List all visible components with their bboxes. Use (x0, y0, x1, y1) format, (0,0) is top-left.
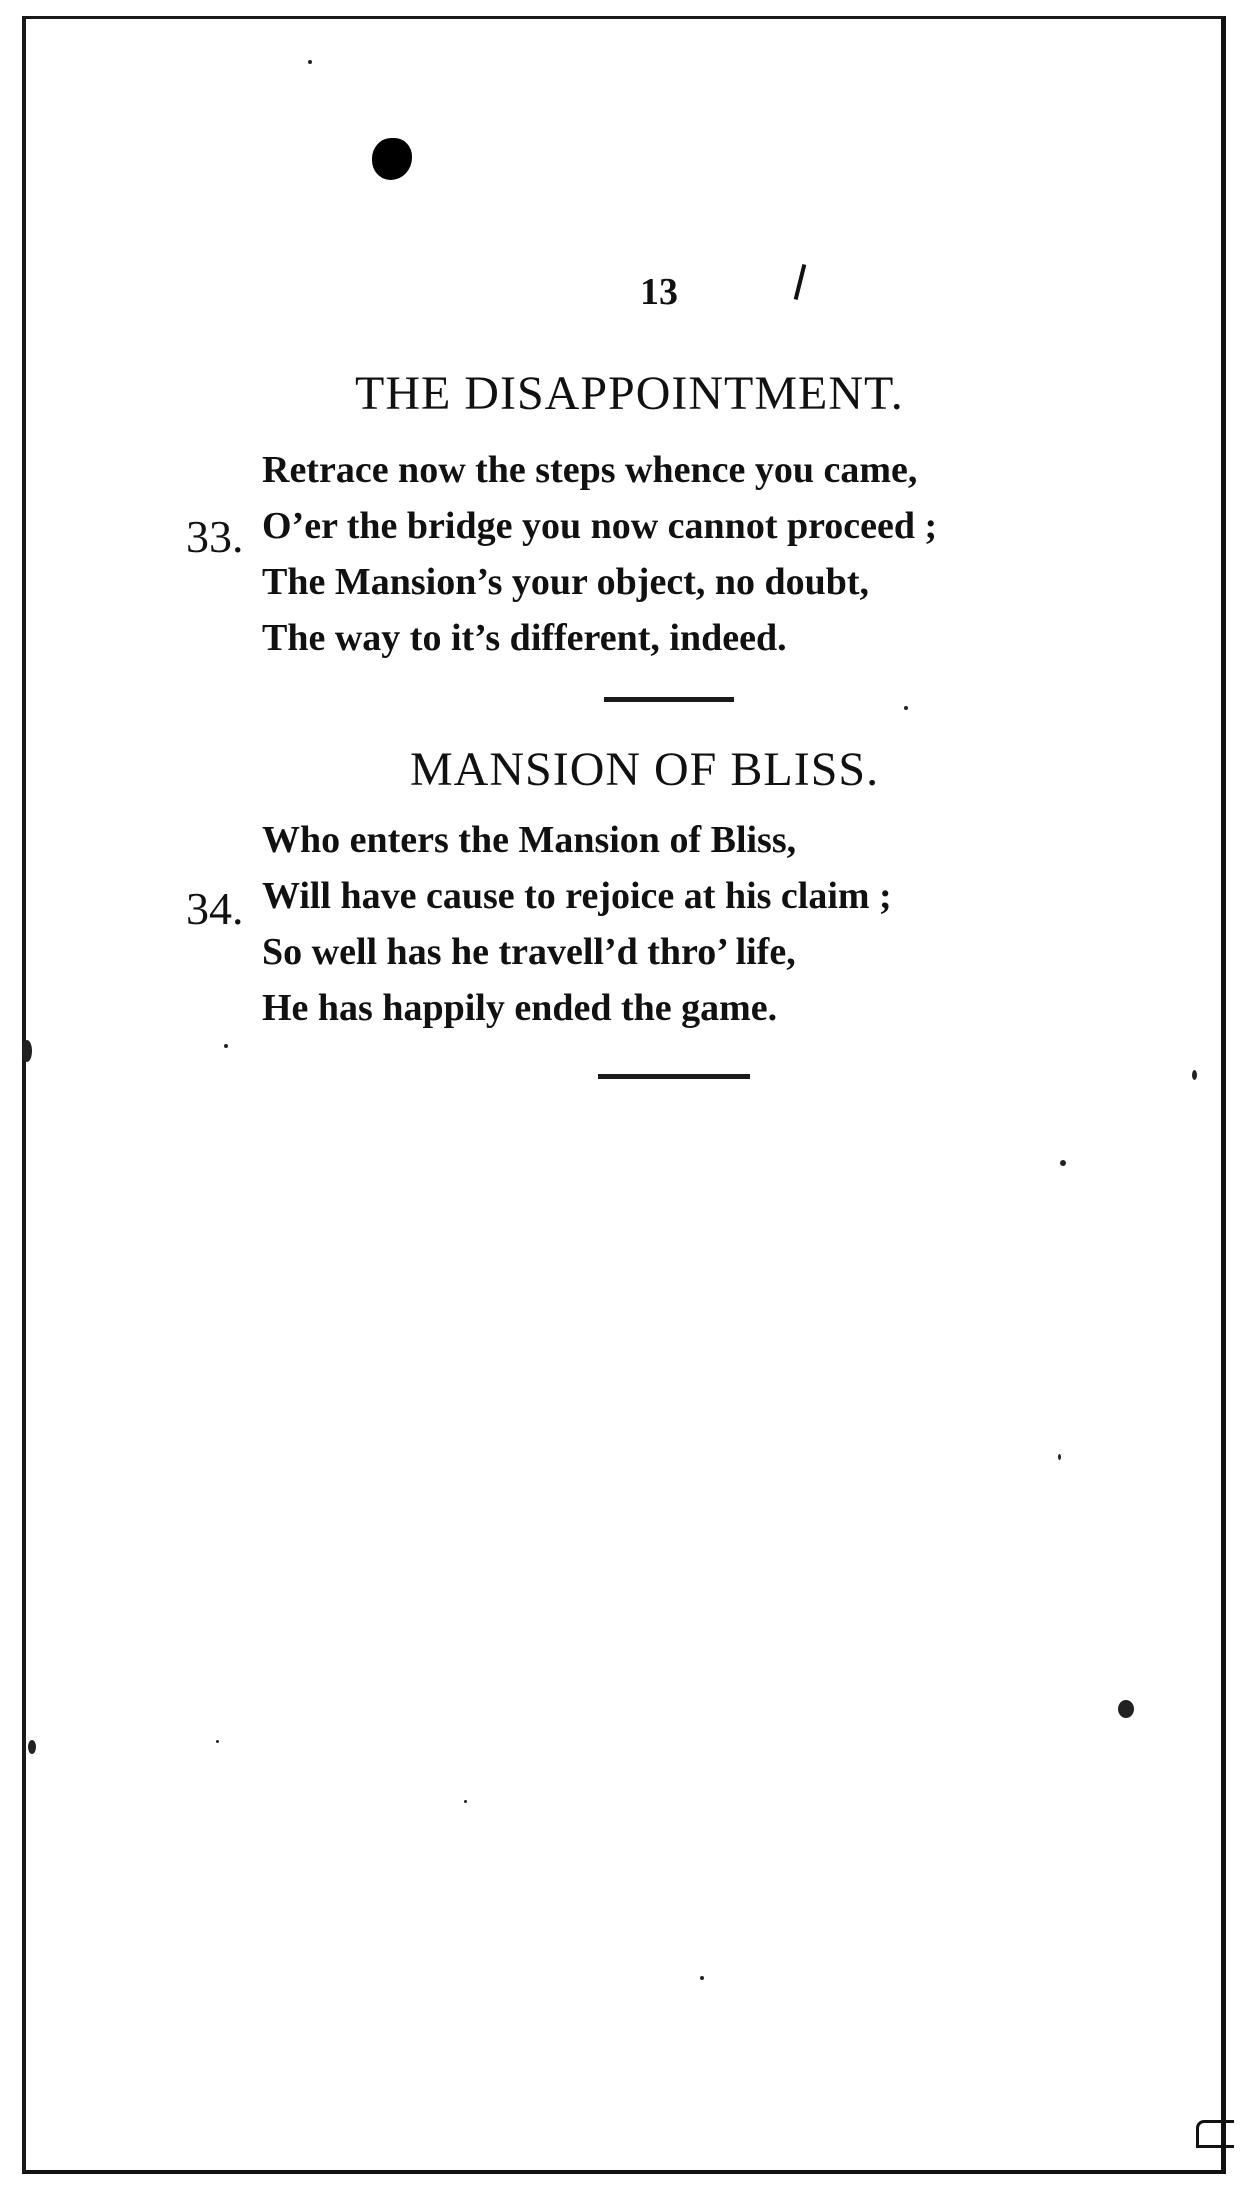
stanza-line: O’er the bridge you now cannot proceed ; (262, 505, 938, 547)
scan-speck (22, 1040, 32, 1062)
scan-speck (1060, 1160, 1066, 1166)
scan-speck (216, 1740, 219, 1743)
scan-speck (1058, 1454, 1061, 1460)
scan-speck (1192, 1070, 1197, 1080)
scan-speck (224, 1044, 228, 1048)
section-divider-rule (598, 1074, 750, 1079)
verse-number-34: 34. (186, 883, 244, 934)
stanza-line: So well has he travell’d thro’ life, (262, 931, 796, 973)
stanza-line: The Mansion’s your object, no doubt, (262, 561, 870, 603)
section-title-mansion-of-bliss: MANSION OF BLISS. (410, 743, 880, 796)
page-border (22, 16, 1226, 2174)
scan-speck (464, 1800, 467, 1803)
scan-speck (700, 1976, 704, 1980)
section-divider-rule (604, 697, 734, 702)
stanza-line: He has happily ended the game. (262, 987, 778, 1029)
scan-speck (1118, 1700, 1134, 1718)
stanza-line: Retrace now the steps whence you came, (262, 449, 918, 491)
stanza-line: Who enters the Mansion of Bliss, (262, 819, 797, 861)
scan-speck (308, 60, 312, 64)
stanza-line: Will have cause to rejoice at his claim ; (262, 875, 892, 917)
stanza-mansion-of-bliss (262, 812, 892, 1036)
section-title-disappointment: THE DISAPPOINTMENT. (355, 367, 904, 420)
corner-mark (1196, 2120, 1234, 2148)
stanza-line: The way to it’s different, indeed. (262, 617, 787, 659)
scan-speck (28, 1740, 36, 1754)
verse-number-33: 33. (186, 511, 244, 562)
page-number: 13 (640, 271, 678, 313)
stanza-disappointment (262, 442, 937, 666)
scan-speck (904, 706, 908, 710)
